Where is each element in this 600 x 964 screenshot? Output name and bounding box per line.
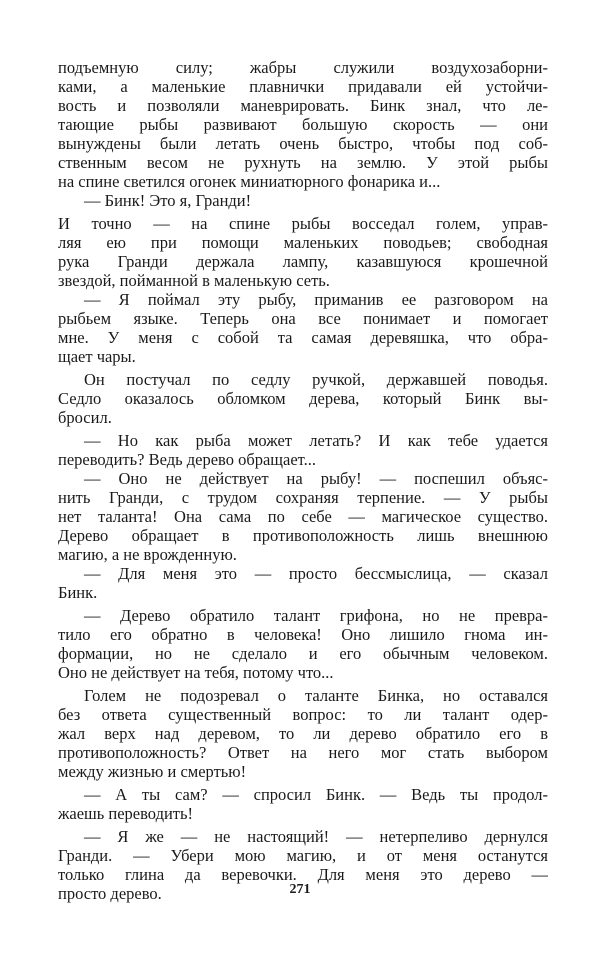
text-line: Бинк. [58, 583, 98, 602]
text-line: — Оно не действует на рыбу! — поспешил объяс- [84, 469, 548, 488]
text-line: переводить? Ведь дерево обращает... [58, 450, 317, 469]
text-line: жаешь переводить! [58, 804, 194, 823]
text-line: — Я же — не настоящий! — нетерпеливо дернулся [84, 827, 548, 846]
text-line: подъемную силу; жабры служили воздухозаборни- [58, 58, 548, 77]
text-line: противоположность? Ответ на него мог стать выбором [58, 743, 548, 762]
text-line: — Но как рыба может летать? И как тебе удается [84, 431, 548, 450]
text-line: — Для меня это — просто бессмыслица, — сказал [84, 564, 548, 583]
text-line: Оно не действует на тебя, потому что... [58, 663, 334, 682]
text-line: рука Гранди держала лампу, казавшуюся крошечной [58, 252, 548, 271]
text-line: тающие рыбы развивают большую скорость — они [58, 115, 548, 134]
text-line: вынуждены были летать очень быстро, чтобы под соб- [58, 134, 548, 153]
text-line: ственным весом не рухнуть на землю. У этой рыбы [58, 153, 548, 172]
book-page-text [58, 58, 548, 903]
text-line: Голем не подозревал о таланте Бинка, но оставался [84, 686, 548, 705]
text-line: вость и позволяли маневрировать. Бинк знал, что ле- [58, 96, 548, 115]
text-line: жал верх над деревом, то ли дерево обратило его в [58, 724, 548, 743]
text-line: И точно — на спине рыбы восседал голем, управ- [58, 214, 548, 233]
text-line: Седло оказалось обломком дерева, который Бинк вы- [58, 389, 548, 408]
text-line: щает чары. [58, 347, 136, 366]
text-line: магию, а не врожденную. [58, 545, 237, 564]
text-line: Гранди. — Убери мою магию, и от меня останутся [58, 846, 548, 865]
text-line: — А ты сам? — спросил Бинк. — Ведь ты продол- [84, 785, 548, 804]
text-line: между жизнью и смертью! [58, 762, 247, 781]
text-line: тило его обратно в человека! Оно лишило гнома ин- [58, 625, 548, 644]
text-line: звездой, пойманной в маленькую сеть. [58, 271, 330, 290]
text-line: только глина да веревочки. Для меня это дерево — [58, 865, 548, 884]
text-line: просто дерево. [58, 884, 162, 903]
text-line: ляя ею при помощи маленьких поводьев; свободная [58, 233, 548, 252]
text-line: без ответа существенный вопрос: то ли талант одер- [58, 705, 548, 724]
text-line: рыбьем языке. Теперь она все понимает и помогает [58, 309, 548, 328]
text-line: — Дерево обратило талант грифона, но не превра- [84, 606, 548, 625]
text-line: Дерево обращает в противоположность лишь внешнюю [58, 526, 548, 545]
text-line: нет таланта! Она сама по себе — магическое существо. [58, 507, 548, 526]
page-number: 271 [289, 882, 311, 897]
text-line: нить Гранди, с трудом сохраняя терпение. — У рыбы [58, 488, 548, 507]
text-line: на спине светился огонек миниатюрного фонарика и... [58, 172, 441, 191]
text-line: мне. У меня с собой та самая деревяшка, что обра- [58, 328, 548, 347]
text-line: Он постучал по седлу ручкой, державшей поводья. [84, 370, 548, 389]
text-line: — Я поймал эту рыбу, приманив ее разговором на [84, 290, 548, 309]
text-line: ками, а маленькие плавнички придавали ей устойчи- [58, 77, 548, 96]
text-line: бросил. [58, 408, 112, 427]
text-line: формации, но не сделало и его обычным человеком. [58, 644, 548, 663]
text-line: — Бинк! Это я, Гранди! [84, 191, 252, 210]
